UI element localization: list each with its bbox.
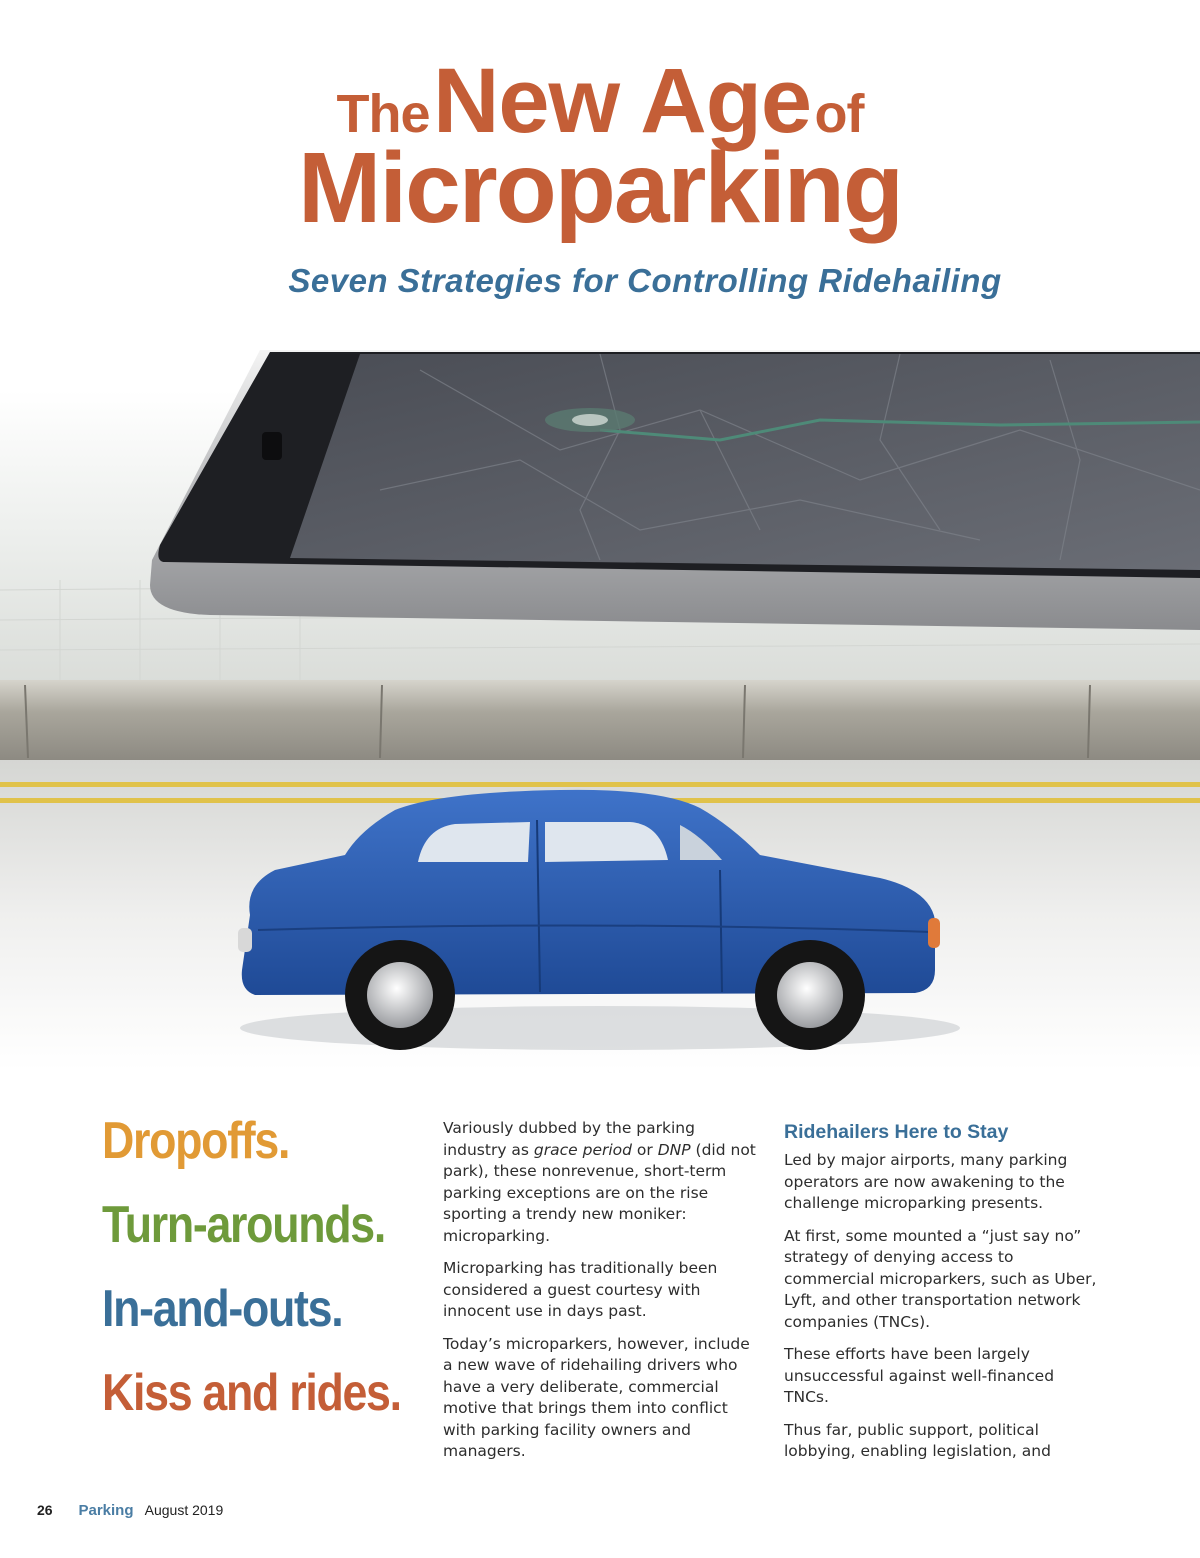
hero-illustration: [0, 330, 1200, 1070]
title-new-age: New Age: [432, 50, 812, 152]
section-heading: Ridehailers Here to Stay: [784, 1121, 1009, 1143]
paragraph: Thus far, public support, political lobbying, enabling legislation, and: [784, 1420, 1051, 1460]
paragraph: At first, some mounted a “just say no” strategy of denying access to commercial microparkers, such as Uber, Lyft, and other transportation network companies (TNCs).: [784, 1226, 1097, 1331]
page-number: 26: [37, 1502, 53, 1518]
title-microparking: Microparking: [298, 132, 902, 244]
headline-dropoffs: Dropoffs.: [102, 1112, 290, 1170]
body-column-2: [784, 1120, 1102, 1474]
page-footer: [37, 1502, 223, 1519]
issue-date: August 2019: [144, 1502, 224, 1518]
article-subtitle: Seven Strategies for Controlling Ridehailing: [288, 262, 1002, 299]
paragraph: Microparking has traditionally been considered a guest courtesy with innocent use in days past.: [443, 1259, 718, 1320]
paragraph: These efforts have been largely unsuccessful against well-financed TNCs.: [784, 1345, 1055, 1406]
headline-kiss-and-rides: Kiss and rides.: [102, 1364, 401, 1422]
article-title: [0, 50, 1200, 244]
paragraph: Variously dubbed by the parking industry as grace period or DNP (did not park), these nonrevenue, short-term parking exceptions are on the rise sporting a trendy new moniker: microparking.: [443, 1119, 756, 1245]
magazine-name: Parking: [78, 1502, 134, 1519]
headline-turn-arounds: Turn-arounds.: [102, 1196, 385, 1254]
paragraph: Led by major airports, many parking operators are now awakening to the challenge microparking presents.: [784, 1151, 1068, 1212]
phone-and-toy-car-image: [0, 330, 1200, 1070]
title-the: The: [336, 84, 430, 144]
paragraph: Today’s microparkers, however, include a new wave of ridehailing drivers who have a very deliberate, commercial motive that brings them into conflict with parking facility owners and managers.: [443, 1334, 750, 1460]
body-column-1: [443, 1118, 761, 1474]
headline-list: [102, 1112, 449, 1451]
headline-in-and-outs: In-and-outs.: [102, 1280, 343, 1338]
title-of: of: [814, 84, 864, 144]
